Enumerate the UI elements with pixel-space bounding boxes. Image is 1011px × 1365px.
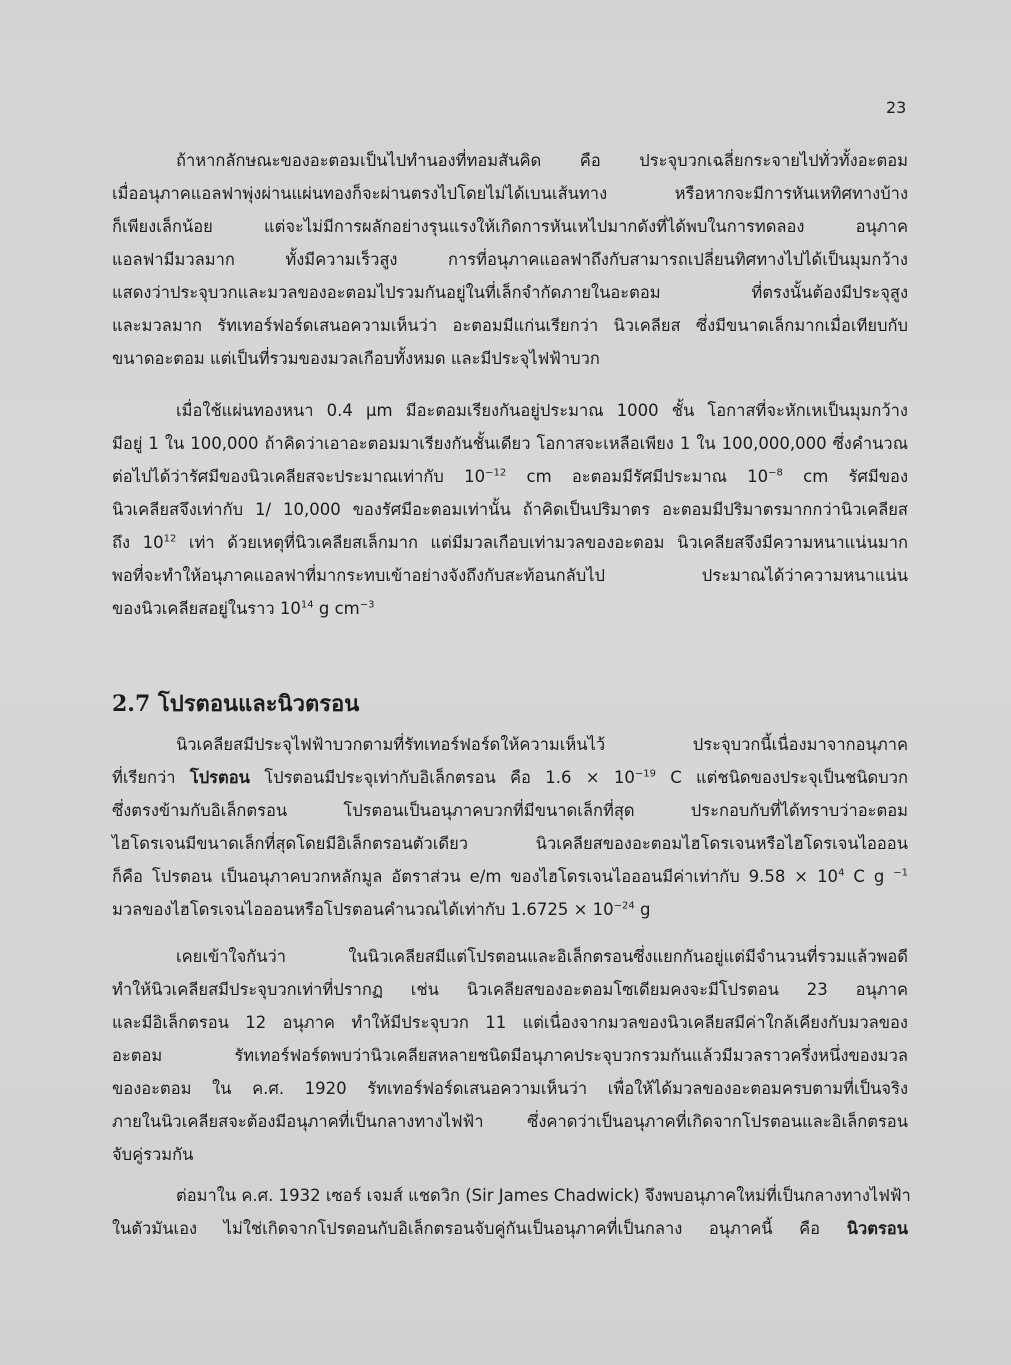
text-line [112, 973, 908, 1006]
text-segment: ภายในนิวเคลียสจะต้องมีอนุภาคที่เป็นกลางทางไฟฟ้า ซึ่งคาดว่าเป็นอนุภาคที่เกิดจากโปรตอนและอิเล็กตรอน [112, 1112, 908, 1131]
text-segment: อะตอม รัทเทอร์ฟอร์ดพบว่านิวเคลียสหลายชนิดมีอนุภาคประจุบวกรวมกันแล้วมีมวลราวครึ่งหนึ่งของมวล [112, 1046, 908, 1065]
text-segment: มีอยู่ 1 ใน 100,000 ถ้าคิดว่าเอาอะตอมมาเรียงกันชั้นเดียว โอกาสจะเหลือเพียง 1 ใน 100,000,000 ซึ่งคำนวณ [112, 434, 908, 453]
text-line [112, 1039, 908, 1072]
text-segment: ก็คือ โปรตอน เป็นอนุภาคบวกหลักมูล อัตราส่วน e/m ของไฮโดรเจนไอออนมีค่าเท่ากับ 9.58 × 10 [112, 867, 839, 886]
text-line [112, 177, 908, 210]
text-line [112, 460, 908, 493]
text-line [112, 1212, 908, 1245]
text-segment: cm อะตอมมีรัศมีประมาณ 10 [506, 467, 769, 486]
text-segment: ของนิวเคลียสอยู่ในราว 10 [112, 599, 301, 618]
text-line [112, 559, 908, 592]
text-segment: ทำให้นิวเคลียสมีประจุบวกเท่าที่ปรากฏ เช่น นิวเคลียสของอะตอมโซเดียมคงจะมีโปรตอน 23 อนุภาค [112, 980, 908, 999]
text-line [112, 493, 908, 526]
text-segment: เมื่ออนุภาคแอลฟาพุ่งผ่านแผ่นทองก็จะผ่านตรงไปโดยไม่ได้เบนเส้นทาง หรือหากจะมีการหันเหทิศทางบ้าง [112, 184, 908, 203]
page-number: 23 [886, 98, 907, 117]
text-line [112, 1138, 908, 1171]
paragraph-proton [112, 728, 908, 926]
paragraph-nucleus-composition [112, 940, 908, 1171]
text-line [112, 526, 908, 559]
section-heading: 2.7 โปรตอนและนิวตรอน [112, 691, 360, 717]
text-segment: ในตัวมันเอง ไม่ใช่เกิดจากโปรตอนกับอิเล็กตรอนจับคู่กันเป็นอนุภาคที่เป็นกลาง อนุภาคนี้ คือ [112, 1219, 847, 1238]
bold-term: นิวตรอน [846, 1219, 908, 1238]
superscript: 14 [300, 599, 314, 611]
text-line [112, 761, 908, 794]
text-segment: cm รัศมีของ [782, 467, 909, 486]
text-segment: ถ้าหากลักษณะของอะตอมเป็นไปทำนองที่ทอมสันคิด คือ ประจุบวกเฉลี่ยกระจายไปทั่วทั้งอะตอม [176, 151, 908, 170]
text-segment: แสดงว่าประจุบวกและมวลของอะตอมไปรวมกันอยู่ในที่เล็กจำกัดภายในอะตอม ที่ตรงนั้นต้องมีประจุสูง [112, 283, 908, 302]
text-segment: และมีอิเล็กตรอน 12 อนุภาค ทำให้มีประจุบวก 11 แต่เนื่องจากมวลของนิวเคลียสมีค่าใกล้เคียงกับมวลของ [112, 1013, 908, 1032]
superscript: −24 [613, 900, 635, 912]
text-segment: g cm [313, 599, 360, 618]
paragraph-neutron [112, 1179, 911, 1245]
text-line [112, 144, 908, 177]
text-segment: แอลฟามีมวลมาก ทั้งมีความเร็วสูง การที่อนุภาคแอลฟาถึงกับสามารถเปลี่ยนทิศทางไปได้เป็นมุมกว้าง [112, 250, 908, 269]
text-line [112, 1179, 911, 1212]
text-line [112, 276, 908, 309]
text-segment: ขนาดอะตอม แต่เป็นที่รวมของมวลเกือบทั้งหมด และมีประจุไฟฟ้าบวก [112, 349, 600, 368]
text-line [112, 342, 908, 375]
text-line [112, 794, 908, 827]
superscript: 4 [838, 867, 845, 879]
text-segment: เคยเข้าใจกันว่า ในนิวเคลียสมีแต่โปรตอนและอิเล็กตรอนซึ่งแยกกันอยู่แต่มีจำนวนที่รวมแล้วพอดี [176, 947, 908, 966]
text-line [112, 893, 908, 926]
paragraph-gold-foil [112, 394, 908, 625]
text-segment: ไฮโดรเจนมีขนาดเล็กที่สุดโดยมีอิเล็กตรอนตัวเดียว นิวเคลียสของอะตอมไฮโดรเจนหรือไฮโดรเจนไอออน [112, 834, 908, 853]
text-segment: ต่อมาใน ค.ศ. 1932 เซอร์ เจมส์ แชดวิก (Sir James Chadwick) จึงพบอนุภาคใหม่ที่เป็นกลางทางไฟฟ้า [176, 1186, 911, 1205]
text-line [112, 243, 908, 276]
text-segment: เมื่อใช้แผ่นทองหนา 0.4 μm มีอะตอมเรียงกันอยู่ประมาณ 1000 ชั้น โอกาสที่จะหักเหเป็นมุมกว้าง [176, 401, 908, 420]
superscript: −3 [359, 599, 375, 611]
text-line [112, 940, 908, 973]
text-segment: นิวเคลียสจึงเท่ากับ 1/ 10,000 ของรัศมีอะตอมเท่านั้น ถ้าคิดเป็นปริมาตร อะตอมมีปริมาตรมากกว่านิวเคลียส [112, 500, 908, 519]
text-segment: นิวเคลียสมีประจุไฟฟ้าบวกตามที่รัทเทอร์ฟอร์ดให้ความเห็นไว้ ประจุบวกนี้เนื่องมาจากอนุภาค [176, 735, 908, 754]
text-segment: โปรตอนมีประจุเท่ากับอิเล็กตรอน คือ 1.6 × 10 [249, 768, 635, 787]
text-segment: จับคู่รวมกัน [112, 1145, 194, 1164]
text-segment: C แต่ชนิดของประจุเป็นชนิดบวก [655, 768, 908, 787]
text-segment: พอที่จะทำให้อนุภาคแอลฟาที่มากระทบเข้าอย่างจังถึงกับสะท้อนกลับไป ประมาณได้ว่าความหนาแน่น [112, 566, 908, 585]
text-segment: ของอะตอม ใน ค.ศ. 1920 รัทเทอร์ฟอร์ดเสนอความเห็นว่า เพื่อให้ได้มวลของอะตอมครบตามที่เป็นจริง [112, 1079, 908, 1098]
text-segment: และมวลมาก รัทเทอร์ฟอร์ดเสนอความเห็นว่า อะตอมมีแก่นเรียกว่า นิวเคลียส ซึ่งมีขนาดเล็กมากเมื่อเทียบกับ [112, 316, 908, 335]
text-line [112, 592, 908, 625]
text-segment: ก็เพียงเล็กน้อย แต่จะไม่มีการผลักอย่างรุนแรงให้เกิดการหันเหไปมากดังที่ได้พบในการทดลอง อนุภาค [112, 217, 908, 236]
superscript: 12 [163, 533, 177, 545]
superscript: −8 [768, 467, 783, 479]
text-line [112, 860, 908, 893]
text-line [112, 1006, 908, 1039]
text-line [112, 309, 908, 342]
text-line [112, 1072, 908, 1105]
text-line [112, 728, 908, 761]
paragraph-rutherford-model [112, 144, 908, 375]
text-line [112, 427, 908, 460]
text-line [112, 827, 908, 860]
superscript: −19 [634, 768, 656, 780]
text-line [112, 394, 908, 427]
superscript: −1 [893, 867, 908, 879]
text-line [112, 1105, 908, 1138]
text-segment: มวลของไฮโดรเจนไอออนหรือโปรตอนคำนวณได้เท่ากับ 1.6725 × 10 [112, 900, 614, 919]
text-segment: ต่อไปได้ว่ารัศมีของนิวเคลียสจะประมาณเท่ากับ 10 [112, 467, 486, 486]
text-segment: ซึ่งตรงข้ามกับอิเล็กตรอน โปรตอนเป็นอนุภาคบวกที่มีขนาดเล็กที่สุด ประกอบกับที่ได้ทราบว่าอะตอม [112, 801, 908, 820]
text-segment: ถึง 10 [112, 533, 164, 552]
text-segment: ที่เรียกว่า [112, 768, 190, 787]
text-segment: เท่า ด้วยเหตุที่นิวเคลียสเล็กมาก แต่มีมวลเกือบเท่ามวลของอะตอม นิวเคลียสจึงมีความหนาแน่นมาก [176, 533, 908, 552]
bold-term: โปรตอน [189, 768, 250, 787]
text-segment: C g [844, 867, 894, 886]
superscript: −12 [485, 467, 507, 479]
text-segment: g [634, 900, 651, 919]
text-line [112, 210, 908, 243]
